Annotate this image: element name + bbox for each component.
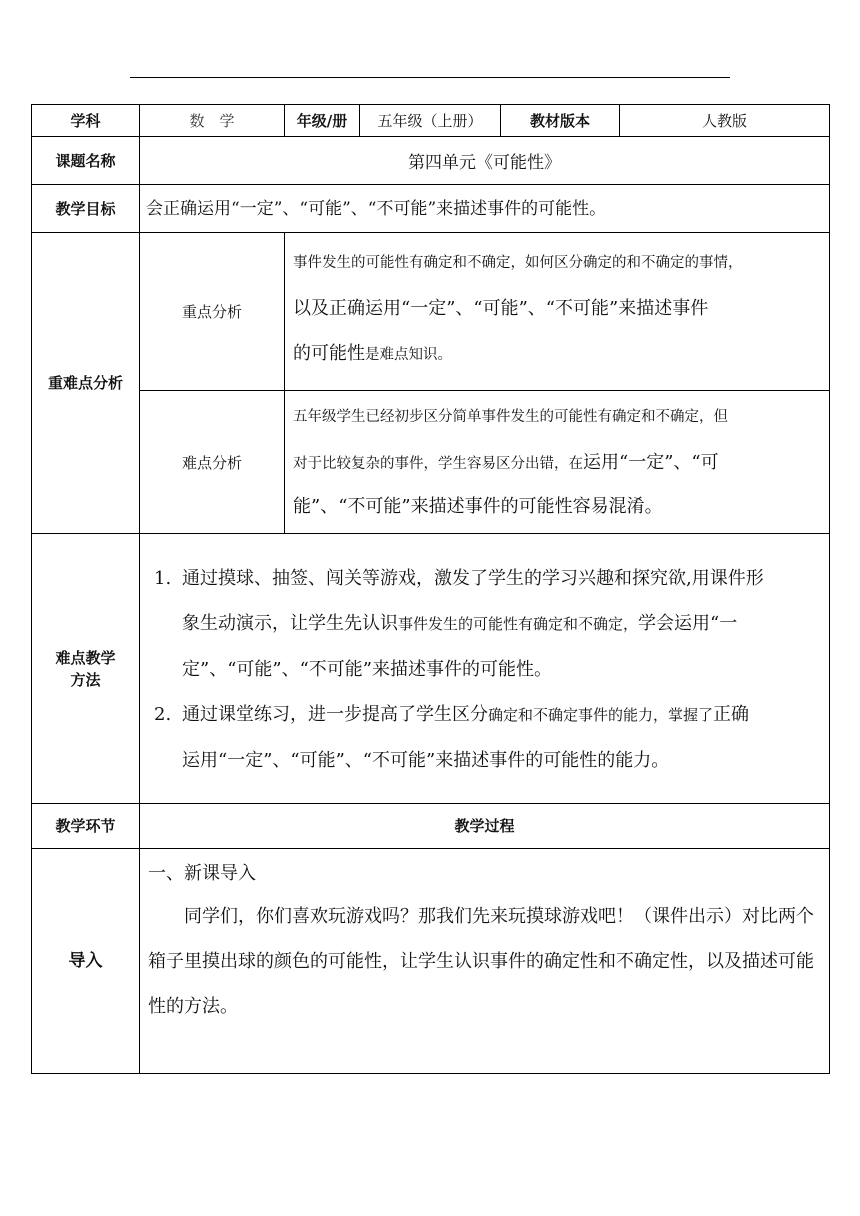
grade-label: 年级/册 [285, 105, 360, 137]
difficult-analysis-line: 对于比较复杂的事件，学生容易区分出错，在运用“一定”、“可 [293, 452, 719, 473]
grade-value: 五年级（上册） [360, 105, 501, 137]
stage-label: 教学环节 [32, 804, 140, 849]
difficult-analysis-line: 能”、“不可能”来描述事件的可能性容易混淆。 [293, 496, 663, 517]
key-analysis-line: 的可能性是难点知识。 [293, 343, 452, 364]
methods-item [148, 556, 821, 692]
methods-label-line: 方法 [70, 670, 101, 689]
objective-label: 教学目标 [32, 185, 140, 233]
difficult-analysis-label: 难点分析 [140, 391, 285, 534]
key-analysis-row [32, 233, 830, 391]
topic-value: 第四单元《可能性》 [140, 137, 830, 185]
process-label: 教学过程 [140, 804, 830, 849]
objective-row [32, 185, 830, 233]
methods-item-line: 通过摸球、抽签、闯关等游戏，激发了学生的学习兴趣和探究欲,用课件形 [182, 568, 764, 589]
subject-label: 学科 [32, 105, 140, 137]
methods-label [32, 534, 140, 804]
methods-item [148, 692, 821, 783]
intro-row [32, 849, 830, 1074]
topic-label: 课题名称 [32, 137, 140, 185]
key-analysis-content [285, 233, 830, 391]
key-analysis-line: 以及正确运用“一定”、“可能”、“不可能”来描述事件 [293, 298, 709, 319]
methods-label-line: 难点教学 [55, 648, 116, 667]
header-rule [130, 77, 730, 78]
process-header-row [32, 804, 830, 849]
intro-label: 导入 [32, 849, 140, 1074]
analysis-label: 重难点分析 [32, 233, 140, 534]
subject-value: 数 学 [140, 105, 285, 137]
intro-content [140, 849, 830, 1074]
intro-heading: 一、新课导入 [148, 863, 256, 884]
edition-value: 人教版 [620, 105, 830, 137]
difficult-analysis-line: 五年级学生已经初步区分简单事件发生的可能性有确定和不确定，但 [293, 409, 728, 425]
item-number: 2. [154, 704, 172, 725]
edition-label: 教材版本 [501, 105, 620, 137]
objective-value: 会正确运用“一定”、“可能”、“不可能”来描述事件的可能性。 [140, 185, 830, 233]
header-row [32, 105, 830, 137]
intro-paragraph: 同学们，你们喜欢玩游戏吗？那我们先来玩摸球游戏吧！（课件出示）对比两个箱子里摸出球的颜色的可能性，让学生认识事件的确定性和不确定性，以及描述可能性的方法。 [148, 906, 814, 1017]
methods-item-line: 象生动演示，让学生先认识事件发生的可能性有确定和不确定，学会运用“一 [182, 613, 738, 634]
item-number: 1. [154, 568, 172, 589]
lesson-plan-table [31, 104, 830, 1074]
difficult-analysis-content [285, 391, 830, 534]
difficult-analysis-row [32, 391, 830, 534]
methods-item-line: 通过课堂练习，进一步提高了学生区分确定和不确定事件的能力，掌握了正确 [182, 704, 750, 725]
topic-row [32, 137, 830, 185]
methods-item-line: 定”、“可能”、“不可能”来描述事件的可能性。 [182, 659, 553, 680]
methods-row [32, 534, 830, 804]
methods-content [140, 534, 830, 804]
methods-item-line: 运用“一定”、“可能”、“不可能”来描述事件的可能性的能力。 [182, 750, 670, 771]
key-analysis-label: 重点分析 [140, 233, 285, 391]
key-analysis-line: 事件发生的可能性有确定和不确定，如何区分确定的和不确定的事情， [293, 255, 743, 271]
